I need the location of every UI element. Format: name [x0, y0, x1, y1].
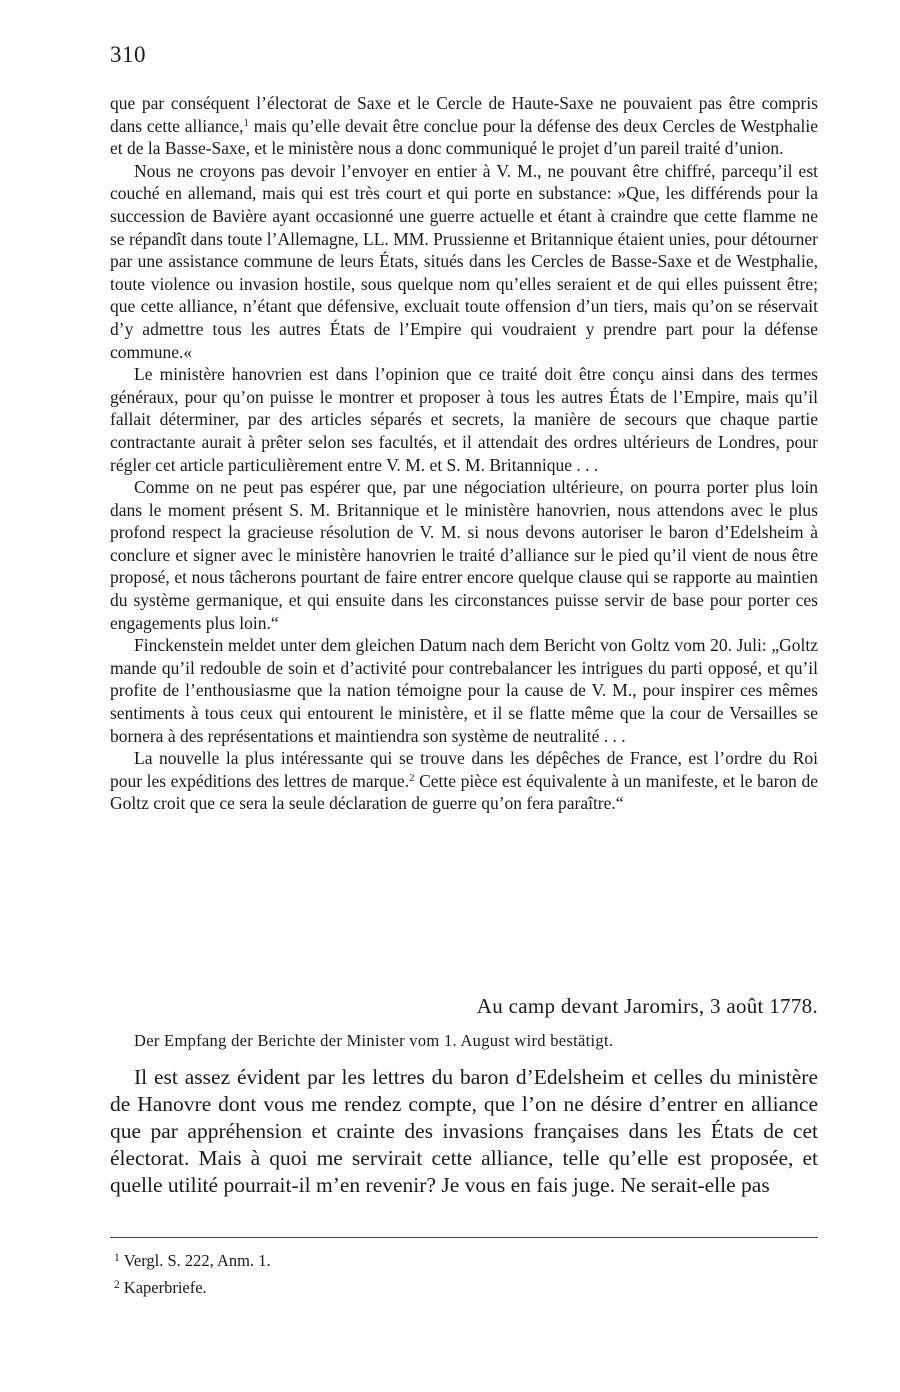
paragraph-text: Finckenstein meldet unter dem gleichen Datum nach dem Bericht von Goltz vom 20. Juli: „Goltz mande qu’il redouble de soin et d’activité pour contrebalancer les intrigues du parti opposé, et qu’il profite de l’enthousiasme que la nation témoigne pour la cause de V. M., pour inspirer ces mêmes sentiments à tous ceux qui entourent le ministère, et il se flatte même que la cour de Versailles se bornera à des représentations et maintiendra son système de neutralité . . .: [110, 635, 818, 746]
body-paragraph: [110, 363, 818, 476]
page-number: 310: [110, 42, 146, 67]
body-paragraph: [110, 160, 818, 363]
footnote-divider: [110, 1237, 818, 1238]
body-paragraph: [110, 92, 818, 160]
footnote-reference: 2: [409, 771, 415, 784]
paragraph-text: Nous ne croyons pas devoir l’envoyer en entier à V. M., ne pouvant être chiffré, parcequ’il est couché en allemand, mais qui est très court et qui porte en substance: »Que, les différends pour la succession de Bavière ayant occasionné une guerre actuelle et étant à craindre que cette flamme ne se répandît dans toute l’Allemagne, LL. MM. Prussienne et Britannique étaient unies, pour détourner par une assistance commune de leurs États, situés dans les Cercles de Basse-Saxe et de Westphalie, toute violence ou invasion hostile, sous quelque nom qu’elles seraient et de qui elles puissent être; que cette alliance, n’étant que défensive, excluait toute offension d’un tiers, mais qu’on se réservait d’y admettre tous les autres États de l’Empire qui voudraient y prendre part pour la défense commune.«: [110, 160, 818, 362]
body-paragraph: [110, 634, 818, 747]
footnote-text: Kaperbriefe.: [123, 1278, 207, 1298]
paragraph-text: Comme on ne peut pas espérer que, par une négociation ultérieure, on pourra porter plus loin dans le moment présent S. M. Britannique et le ministère hanovrien, nous attendons avec le plus profond respect la gracieuse résolution de V. M. si nous devons autoriser le baron d’Edelsheim à conclure et signer avec le ministère hanovrien le traité d’alliance sur le pied qu’il vient de nous être proposé, et nous tâcherons pourtant de faire entrer encore quelque clause qui se rapporte au maintien du système germanique, et qui ensuite dans les circonstances puisse servir de base pour porter ces engagements plus loin.“: [110, 477, 818, 633]
paragraph-text: que par conséquent l’électorat de Saxe et le Cercle de Haute-Saxe ne pouvaient pas être compris dans cette alliance,: [110, 93, 818, 136]
report-text: [110, 92, 818, 815]
footnote-reference: 1: [243, 116, 249, 129]
footnote-text: Vergl. S. 222, Anm. 1.: [123, 1251, 271, 1271]
body-paragraph: [110, 747, 818, 815]
footnote-mark: 2: [114, 1279, 120, 1292]
footnote-2: [114, 1273, 271, 1300]
paragraph-text: La nouvelle la plus intéressante qui se trouve dans les dépêches de France, est l’ordre du Roi pour les expéditions des lettres de marque.: [110, 748, 818, 791]
footnote-1: [114, 1246, 271, 1273]
letter-summary: Der Empfang der Berichte der Minister vom 1. August wird bestätigt.: [134, 1031, 614, 1050]
paragraph-text: Cette pièce est équivalente à un manifeste, et le baron de Goltz croit que ce sera la seule déclaration de guerre qu’on fera paraître.“: [110, 770, 818, 814]
footnote-mark: 1: [114, 1252, 120, 1264]
body-paragraph: [110, 476, 818, 634]
paragraph-text: mais qu’elle devait être conclue pour la défense des deux Cercles de Westphalie et de la Basse-Saxe, et le ministère nous a donc communiqué le projet d’un pareil traité d’union.: [110, 115, 818, 159]
letter-text: [110, 1064, 818, 1199]
dateline-year: 1778.: [769, 994, 818, 1018]
footnotes: [114, 1246, 271, 1300]
letter-paragraph: Il est assez évident par les lettres du baron d’Edelsheim et celles du ministère de Hanovre dont vous me rendez compte, que l’on ne désire d’entrer en alliance que par appréhension et crainte des invasions françaises dans les États de cet électorat. Mais à quoi me servirait cette alliance, telle qu’elle est proposée, et quelle utilité pourrait-il m’en revenir? Je vous en fais juge. Ne serait-elle pas: [110, 1065, 818, 1197]
dateline: [354, 994, 818, 1019]
dateline-place-date: Au camp devant Jaromirs, 3 août: [476, 994, 770, 1018]
paragraph-text: Le ministère hanovrien est dans l’opinion que ce traité doit être conçu ainsi dans des termes généraux, pour qu’on puisse le montrer et proposer à tous les autres États de l’Empire, mais qu’il fallait déterminer, par des articles séparés et secrets, la manière de secours que chaque partie contractante aurait à prêter selon ses facultés, et il attendait des ordres ultérieurs de Londres, pour régler cet article particulièrement entre V. M. et S. M. Britannique . . .: [110, 364, 818, 475]
